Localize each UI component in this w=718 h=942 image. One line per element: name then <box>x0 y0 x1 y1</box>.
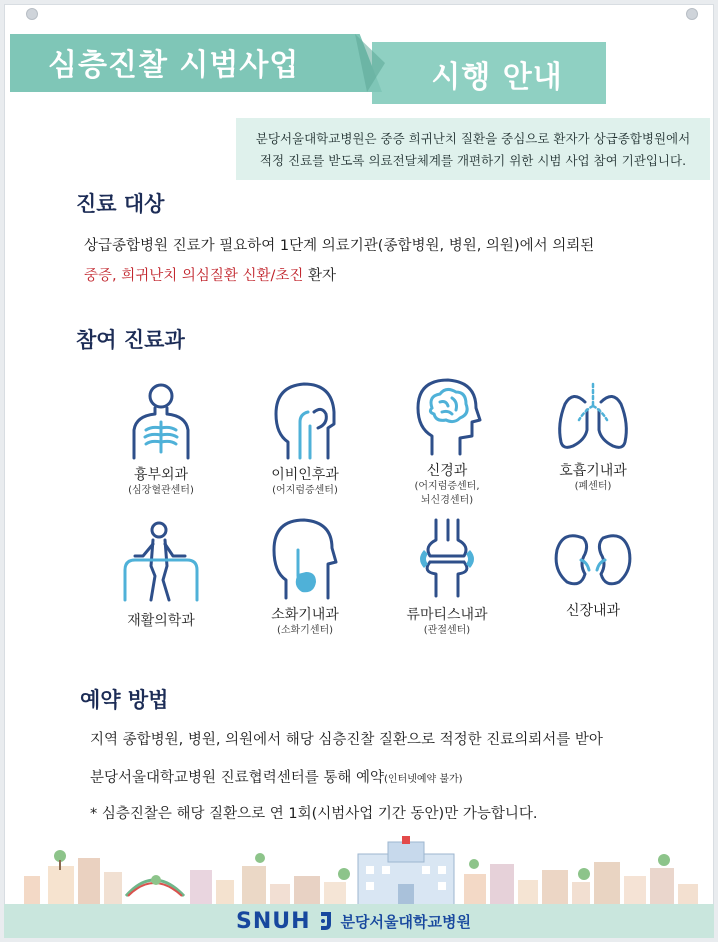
snuh-emblem-icon <box>319 910 333 932</box>
dept-thoracic-surgery <box>86 378 236 498</box>
skyline-hospital <box>358 836 454 906</box>
reservation-heading: 예약 방법 <box>80 688 169 712</box>
dept-name: 류마티스내과 <box>406 607 488 623</box>
dept-name: 소화기내과 <box>271 607 339 623</box>
skyline-buildings-right <box>464 862 698 906</box>
dept-name: 재활의학과 <box>127 613 195 629</box>
pin-top-right <box>686 8 698 20</box>
reservation-line-1: 지역 종합병원, 병원, 의원에서 해당 심층진찰 질환으로 적정한 진료의뢰서를 받아 <box>90 732 603 748</box>
kidneys-icon <box>553 530 633 590</box>
hospital-name: 분당서울대학교병원 <box>340 912 471 931</box>
dept-pulmonology <box>518 380 668 494</box>
dept-sub: (관절센터) <box>423 625 471 636</box>
rehab-walker-icon <box>121 520 201 602</box>
dept-name: 흉부외과 <box>133 467 189 483</box>
intro-line-1: 분당서울대학교병원은 중증 희귀난치 질환을 중심으로 환자가 상급종합병원에서 <box>255 131 691 146</box>
dept-ent <box>230 378 380 498</box>
pin-top-left <box>26 8 38 20</box>
page-title: 심층진찰 시범사업 <box>48 48 300 83</box>
dept-name: 호흡기내과 <box>559 463 627 479</box>
dept-sub-2: 뇌신경센터) <box>420 495 474 506</box>
digestive-icon <box>270 516 340 600</box>
dept-name: 이비인후과 <box>271 467 339 483</box>
target-highlight: 중증, 희귀난치 의심질환 신환/초진 <box>84 268 304 284</box>
dept-sub: (폐센터) <box>574 481 612 492</box>
dept-nephrology <box>518 530 668 620</box>
intro-box <box>236 118 710 180</box>
hospital-logo <box>236 906 471 936</box>
reservation-line-2 <box>90 766 463 787</box>
lungs-icon <box>555 380 631 456</box>
dept-sub: (소화기센터) <box>276 625 334 636</box>
dept-rehabilitation <box>86 520 236 630</box>
target-heading: 진료 대상 <box>76 192 165 216</box>
intro-line-2: 적정 진료를 받도록 의료전달체계를 개편하기 위한 시범 사업 참여 기관입니다. <box>259 152 687 168</box>
dept-name: 신장내과 <box>565 603 621 619</box>
reservation-line-2-text: 분당서울대학교병원 진료협력센터를 통해 예약 <box>90 770 384 786</box>
page-subtitle: 시행 안내 <box>431 60 563 95</box>
departments-heading: 참여 진료과 <box>76 328 185 352</box>
dept-neurology <box>372 374 522 508</box>
reservation-line-3: * 심층진찰은 해당 질환으로 연 1회(시범사업 기간 동안)만 가능합니다. <box>90 806 538 822</box>
dept-name: 신경과 <box>426 463 468 479</box>
knee-joint-icon <box>412 516 482 600</box>
chest-icon <box>126 378 196 460</box>
target-line-2 <box>84 264 336 285</box>
target-line-2-rest: 환자 <box>303 268 337 284</box>
dept-gastroenterology <box>230 516 380 638</box>
reservation-note: (인터넷예약 불가) <box>383 774 463 785</box>
brain-head-icon <box>412 374 482 456</box>
ear-head-icon <box>270 378 340 460</box>
target-line-1: 상급종합병원 진료가 필요하여 1단계 의료기관(종합병원, 병원, 의원)에서 의뢰된 <box>84 238 595 254</box>
dept-sub: (심장혈관센터) <box>128 485 194 496</box>
dept-rheumatology <box>372 516 522 638</box>
snuh-logo-text: SNUH <box>236 908 311 934</box>
dept-sub: (어지럼증센터, <box>414 481 480 492</box>
dept-sub: (어지럼증센터) <box>272 485 338 496</box>
city-skyline-illustration <box>4 836 714 906</box>
skyline-buildings-left <box>24 858 346 906</box>
